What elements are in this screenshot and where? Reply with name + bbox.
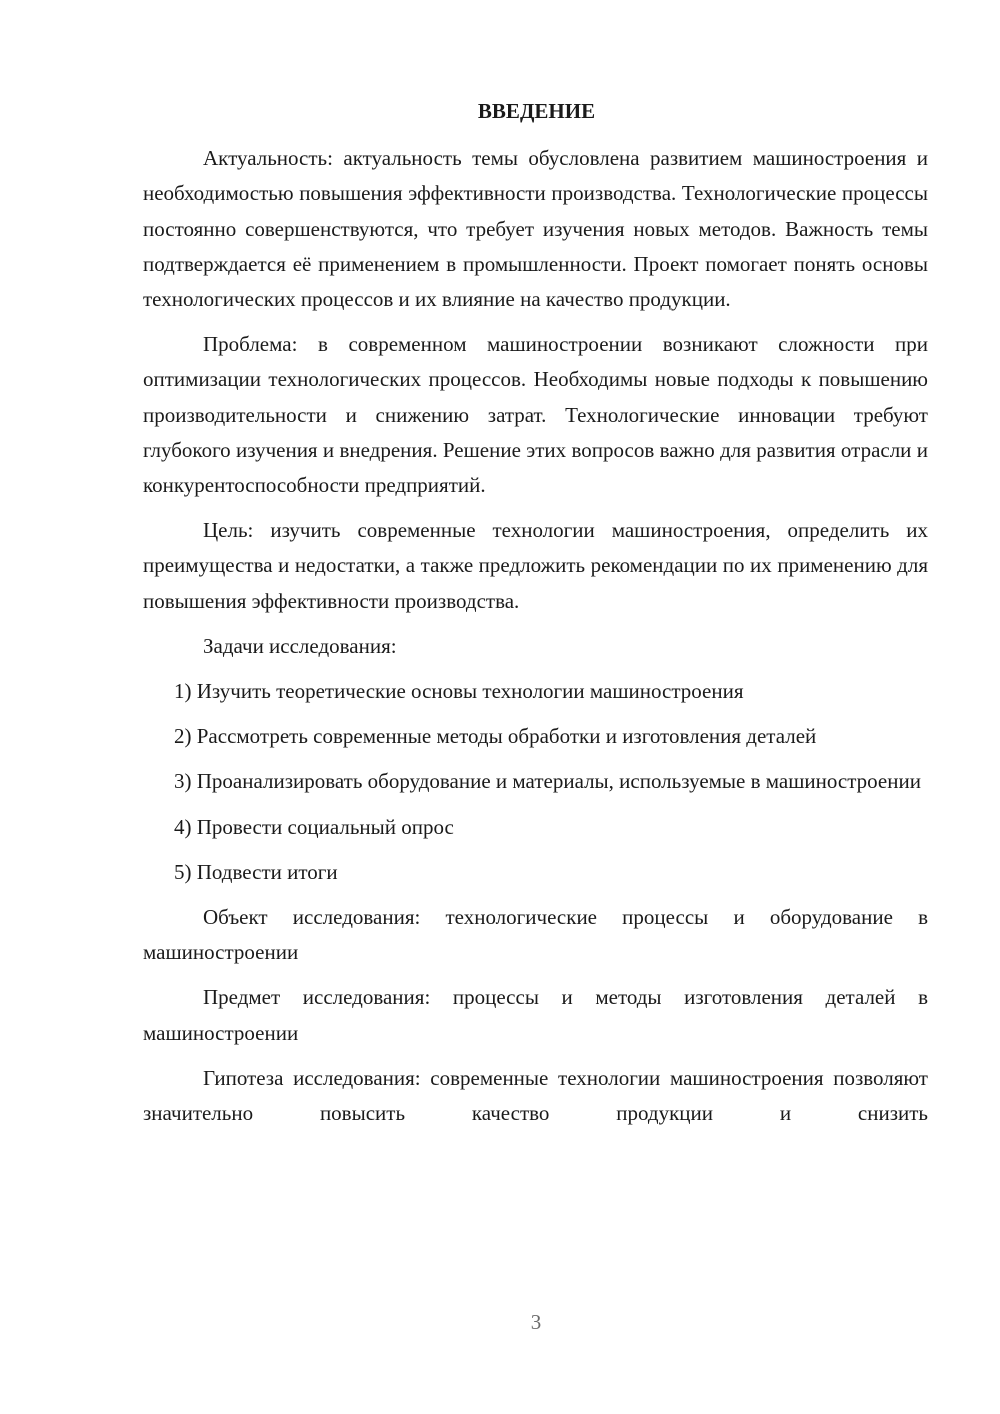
paragraph-subject: Предмет исследования: процессы и методы изготовления деталей в машиностроении [143, 985, 928, 1045]
task-item-3: 3) Проанализировать оборудование и материалы, используемые в машиностроении [174, 769, 921, 794]
paragraph-object: Объект исследования: технологические процессы и оборудование в машиностроении [143, 905, 928, 965]
page-number: 3 [530, 1310, 542, 1334]
section-title: ВВЕДЕНИЕ [477, 99, 596, 123]
task-item-4: 4) Провести социальный опрос [174, 814, 454, 839]
page-content [143, 94, 928, 1141]
task-item-1: 1) Изучить теоретические основы технологии машиностроения [174, 679, 744, 704]
task-item-2: 2) Рассмотреть современные методы обработки и изготовления деталей [174, 724, 817, 749]
paragraph-tasks-heading: Задачи исследования: [203, 633, 397, 658]
paragraph-hypothesis: Гипотеза исследования: современные технологии машиностроения позволяют значительно повысить качество продукции и снизить [143, 1065, 928, 1126]
paragraph-problem: Проблема: в современном машиностроении возникают сложности при оптимизации технологических процессов. Необходимы новые подходы к повышению производительности и снижению затрат. Технологические инновации требуют глубокого изучения и внедрения. Решение этих вопросов важно для развития отрасли и конкурентоспособности предприятий. [143, 332, 928, 498]
task-item-5: 5) Подвести итоги [174, 859, 338, 884]
paragraph-goal: Цель: изучить современные технологии машиностроения, определить их преимущества и недостатки, а также предложить рекомендации по их применению для повышения эффективности производства. [143, 518, 928, 613]
paragraph-relevance: Актуальность: актуальность темы обусловлена развитием машиностроения и необходимостью повышения эффективности производства. Технологические процессы постоянно совершенствуются, что требует изучения новых методов. Важность темы подтверждается её применением в промышленности. Проект помогает понять основы технологических процессов и их влияние на качество продукции. [143, 146, 928, 312]
